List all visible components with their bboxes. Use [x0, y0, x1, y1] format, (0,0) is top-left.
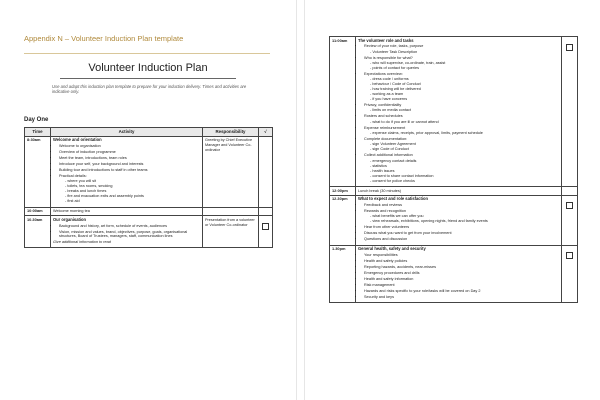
header-time: Time	[25, 128, 51, 137]
time-cell: 10:00am	[25, 207, 51, 216]
activity-item-text: Meet the team, introductions, team roles	[59, 155, 127, 160]
induction-table-day-one	[24, 127, 273, 248]
activity-item	[364, 44, 559, 54]
activity-sublist	[364, 120, 559, 125]
time-cell: 8:30am	[25, 136, 51, 207]
activity-item	[59, 230, 200, 239]
activity-cell	[356, 245, 562, 303]
activity-item-text: Welcome to organisation	[59, 143, 101, 148]
activity-subitem: - dress code / uniforms	[370, 77, 559, 82]
responsibility-cell: Greeting by Chief Executive Manager and Volunteer Co-ordinator	[203, 136, 259, 207]
activity-subitem: - who will supervise, co-ordinate, train, assist	[370, 61, 559, 66]
activity-item	[364, 265, 559, 270]
completion-checkbox[interactable]	[566, 252, 573, 259]
activity-item-text: Expense reimbursement	[364, 125, 406, 130]
right-table-body	[330, 37, 578, 303]
activity-subitem: - working as a team	[370, 92, 559, 97]
activity-sublist	[364, 50, 559, 55]
activity-subitem: - first aid	[65, 199, 200, 204]
activity-cell	[356, 195, 562, 245]
table-row	[330, 187, 578, 196]
activity-item-text: Reporting hazards, accidents, near-misses	[364, 264, 436, 269]
activity-subitem: - limits on media contact	[370, 108, 559, 113]
activity-item-text: Rosters and schedules	[364, 114, 403, 119]
activity-text: Lunch break (30 minutes)	[358, 188, 402, 193]
activity-item	[59, 168, 200, 173]
activity-cell	[51, 216, 203, 247]
header-activity: Activity	[51, 128, 203, 137]
activity-item	[364, 289, 559, 294]
header-tick: √	[259, 128, 273, 137]
activity-subitem: - health issues	[370, 169, 559, 174]
activity-item	[364, 209, 559, 224]
activity-list	[358, 44, 559, 183]
activity-sublist	[364, 108, 559, 113]
activity-cell	[356, 187, 562, 196]
activity-item-text: Who is responsible for what?	[364, 55, 413, 60]
activity-item-text: Practical details:	[59, 173, 87, 178]
activity-title: General health, safety and security	[358, 246, 426, 252]
activity-subitem: - expense claims, receipts, prior approval, limits, payment schedule	[370, 131, 559, 136]
activity-note: Give additional information to read	[53, 240, 111, 245]
activity-subitem: - statistics	[370, 164, 559, 169]
activity-item	[364, 277, 559, 282]
activity-title: What to expect and role satisfaction	[358, 196, 429, 202]
activity-subitem: - sign Volunteer Agreement	[370, 142, 559, 147]
activity-item	[364, 231, 559, 236]
activity-item-text: Rewards and recognition	[364, 208, 407, 213]
activity-subitem: - Volunteer Task Description	[370, 50, 559, 55]
table-row	[25, 207, 273, 216]
activity-subitem: - breaks and lunch times	[65, 189, 200, 194]
tick-cell	[562, 245, 578, 303]
time-cell: 11:00am	[330, 37, 356, 187]
tick-cell	[562, 37, 578, 187]
responsibility-cell	[203, 207, 259, 216]
activity-item-text: Feedback and reviews	[364, 202, 402, 207]
table-row	[330, 37, 578, 187]
activity-item	[59, 144, 200, 149]
activity-subitem: - consent for police checks	[370, 179, 559, 184]
activity-item-text: Discuss what you want to get from your involvement	[364, 231, 452, 236]
activity-item	[364, 137, 559, 152]
activity-subitem: - points of contact for queries	[370, 66, 559, 71]
activity-item-text: Expectations overview:	[364, 71, 403, 76]
time-cell: 12.30pm	[330, 195, 356, 245]
activity-item-text: Collect additional information	[364, 153, 413, 158]
activity-item	[364, 283, 559, 288]
activity-item	[364, 203, 559, 208]
activity-sublist	[59, 179, 200, 204]
activity-subitem: - toilets, tea rooms, smoking	[65, 184, 200, 189]
activity-sublist	[364, 77, 559, 102]
activity-title: The volunteer role and tasks	[358, 37, 414, 43]
activity-item-text: Health and safety information	[364, 276, 414, 281]
activity-item	[59, 174, 200, 204]
activity-sublist	[364, 131, 559, 136]
tick-cell	[259, 216, 273, 247]
activity-title: Welcome and orientation	[53, 137, 102, 143]
activity-item-text: Health and safety policies	[364, 258, 408, 263]
table-header-row	[25, 128, 273, 137]
activity-subitem: - how training will be delivered	[370, 87, 559, 92]
activity-item	[364, 56, 559, 71]
activity-cell	[356, 37, 562, 187]
activity-item-text: Complete documentation:	[364, 136, 408, 141]
activity-item-text: Overview of induction programme	[59, 149, 116, 154]
activity-item-text: Privacy, confidentiality	[364, 103, 402, 108]
activity-cell	[51, 136, 203, 207]
induction-table-continued	[329, 36, 578, 303]
activity-sublist	[364, 159, 559, 184]
activity-item	[364, 72, 559, 102]
left-page	[0, 0, 297, 400]
activity-sublist	[364, 61, 559, 71]
activity-item	[59, 162, 200, 167]
activity-item	[364, 103, 559, 113]
activity-item-text: Vision, mission and values, brand, objectives, purpose, goals, organisational structures, Board of Trustees, managers, staff, communication lines	[59, 229, 188, 239]
activity-item	[364, 271, 559, 276]
activity-item	[364, 253, 559, 258]
activity-subitem: - view rehearsals, exhibitions, opening nights, friend and family events	[370, 219, 559, 224]
activity-item	[364, 153, 559, 183]
activity-item	[364, 126, 559, 136]
activity-item	[364, 114, 559, 124]
activity-item	[364, 237, 559, 242]
header-responsibility: Responsibility	[203, 128, 259, 137]
activity-item-text: Emergency procedures and drills	[364, 270, 420, 275]
table-row	[25, 216, 273, 247]
activity-title: Our organisation	[53, 216, 86, 222]
activity-subitem: - fire and evacuation exits and assembly points	[65, 194, 200, 199]
activity-item-text: Hear from other volunteers	[364, 225, 410, 230]
activity-item-text: Background and history, art form, schedule of events, audiences	[59, 223, 167, 228]
activity-subitem: - what to do if you are ill or cannot attend	[370, 120, 559, 125]
activity-item-text: Questions and discussion	[364, 237, 408, 242]
activity-list	[53, 144, 200, 204]
activity-item-text: Introduce your self, your background and interests	[59, 161, 144, 166]
activity-item	[59, 156, 200, 161]
completion-checkbox[interactable]	[566, 44, 573, 51]
tick-cell	[259, 136, 273, 207]
left-table-body	[25, 136, 273, 247]
table-row	[330, 245, 578, 303]
activity-text: Welcome morning tea	[53, 209, 90, 214]
activity-item	[59, 150, 200, 155]
activity-subitem: - if you have concerns	[370, 97, 559, 102]
responsibility-cell: Presentation from a volunteer or Volunteer Co-ordinator	[203, 216, 259, 247]
table-row	[25, 136, 273, 207]
activity-subitem: - where you will sit	[65, 179, 200, 184]
activity-item	[364, 295, 559, 300]
activity-subitem: - sign Code of Conduct	[370, 147, 559, 152]
activity-item	[59, 224, 200, 229]
activity-subitem: - what benefits we can offer you	[370, 214, 559, 219]
tick-cell	[259, 207, 273, 216]
title-underline	[60, 78, 236, 79]
activity-item-text: Security and keys	[364, 294, 394, 299]
activity-item-text: Hazards and risks specific to your role/tasks will be covered on Day 2	[364, 288, 481, 293]
table-row	[330, 195, 578, 245]
activity-item	[364, 225, 559, 230]
completion-checkbox[interactable]	[566, 202, 573, 209]
activity-sublist	[364, 142, 559, 152]
activity-list	[358, 253, 559, 300]
time-cell: 1.30pm	[330, 245, 356, 303]
activity-cell	[51, 207, 203, 216]
tick-cell	[562, 187, 578, 196]
time-cell: 10.30am	[25, 216, 51, 247]
appendix-heading: Appendix N – Volunteer Induction Plan template	[24, 34, 184, 43]
activity-list	[53, 224, 200, 239]
activity-sublist	[364, 214, 559, 224]
day-heading: Day One	[24, 117, 49, 123]
activity-item-text: Risk management	[364, 282, 395, 287]
tick-cell	[562, 195, 578, 245]
activity-subitem: - consent to share contact information	[370, 174, 559, 179]
activity-subitem: - behaviour / Code of Conduct	[370, 82, 559, 87]
intro-text: Use and adapt this induction plan template to prepare for your induction delivery. Times and activities are indicative only.	[52, 84, 247, 95]
activity-item-text: Building tour and introductions to staff in other teams	[59, 167, 148, 172]
activity-item-text: Your responsibilities	[364, 252, 398, 257]
header-rule	[24, 53, 270, 54]
document-title: Volunteer Induction Plan	[88, 62, 208, 74]
activity-list	[358, 203, 559, 242]
time-cell: 12:00pm	[330, 187, 356, 196]
right-page	[304, 0, 600, 400]
completion-checkbox[interactable]	[262, 223, 269, 230]
activity-item	[364, 259, 559, 264]
activity-subitem: - emergency contact details	[370, 159, 559, 164]
activity-item-text: Review of your role, tasks, purpose	[364, 44, 424, 49]
